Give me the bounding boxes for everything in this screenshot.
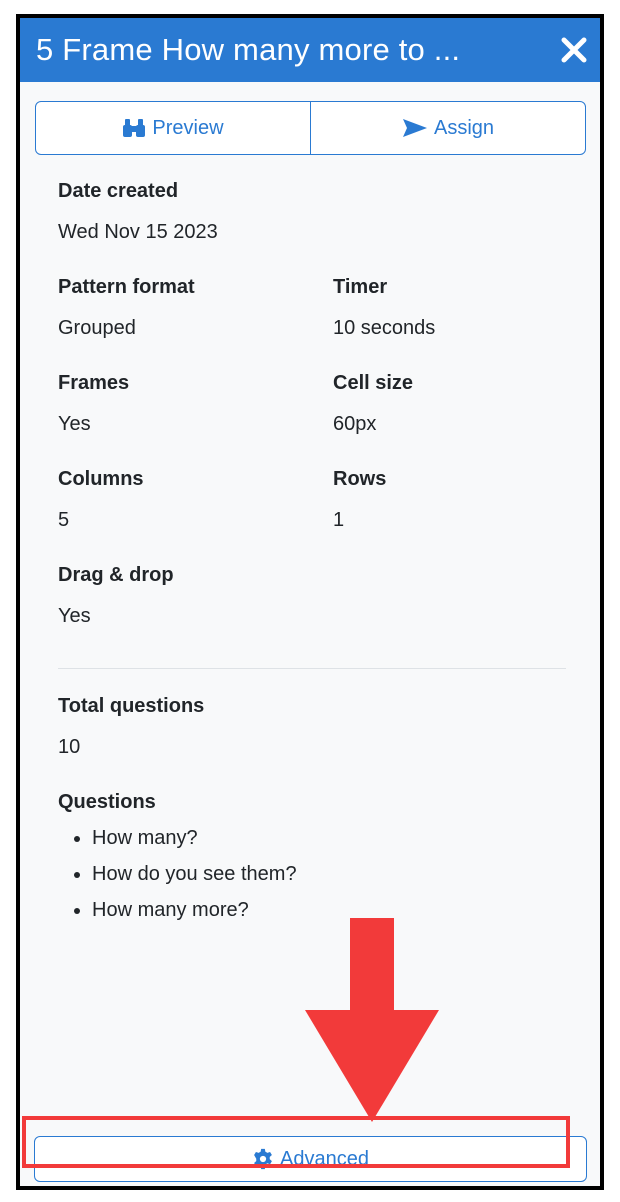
timer-label: Timer bbox=[333, 276, 388, 298]
drag-drop-field bbox=[58, 564, 566, 628]
gear-icon bbox=[252, 1148, 274, 1170]
questions-list bbox=[58, 820, 566, 928]
preview-label: Preview bbox=[152, 116, 224, 139]
pattern-format-value: Grouped bbox=[58, 317, 136, 339]
assign-label: Assign bbox=[433, 116, 495, 139]
action-button-group bbox=[35, 101, 586, 155]
details-row-frames-cellsize bbox=[58, 372, 566, 436]
binoculars-icon bbox=[122, 118, 146, 138]
details-row-columns-rows bbox=[58, 468, 566, 532]
cell-size-label: Cell size bbox=[333, 372, 414, 394]
preview-button[interactable] bbox=[36, 102, 310, 154]
advanced-label: Advanced bbox=[280, 1147, 369, 1170]
assign-button[interactable] bbox=[310, 102, 585, 154]
drag-drop-label: Drag & drop bbox=[58, 564, 174, 586]
close-icon bbox=[561, 37, 587, 63]
close-button[interactable] bbox=[552, 28, 596, 72]
date-created-value: Wed Nov 15 2023 bbox=[58, 221, 218, 243]
send-arrow-icon bbox=[402, 118, 428, 138]
total-questions-field bbox=[58, 695, 566, 759]
pattern-format-label: Pattern format bbox=[58, 276, 195, 298]
frames-value: Yes bbox=[58, 413, 91, 435]
list-item: • How many? bbox=[92, 820, 566, 856]
total-questions-label: Total questions bbox=[58, 695, 205, 717]
details-section bbox=[58, 180, 566, 928]
columns-label: Columns bbox=[58, 468, 144, 490]
timer-value: 10 seconds bbox=[333, 317, 436, 339]
columns-value: 5 bbox=[58, 509, 70, 531]
total-questions-value: 10 bbox=[58, 736, 81, 758]
frames-label: Frames bbox=[58, 372, 130, 394]
details-row-pattern-timer bbox=[58, 276, 566, 340]
questions-label: Questions bbox=[58, 791, 156, 813]
date-created-field bbox=[58, 180, 566, 244]
date-created-label: Date created bbox=[58, 180, 179, 202]
advanced-button[interactable] bbox=[34, 1136, 587, 1182]
section-divider bbox=[58, 668, 566, 669]
cell-size-value: 60px bbox=[333, 413, 377, 435]
panel-header bbox=[20, 18, 600, 82]
list-item: • How do you see them? bbox=[92, 856, 566, 892]
drag-drop-value: Yes bbox=[58, 605, 91, 627]
annotation-arrow bbox=[303, 918, 441, 1124]
rows-label: Rows bbox=[333, 468, 387, 490]
panel-title: 5 Frame How many more to ... bbox=[36, 32, 461, 67]
rows-value: 1 bbox=[333, 509, 345, 531]
questions-field bbox=[58, 791, 566, 928]
list-item: • How many more? bbox=[92, 892, 566, 928]
